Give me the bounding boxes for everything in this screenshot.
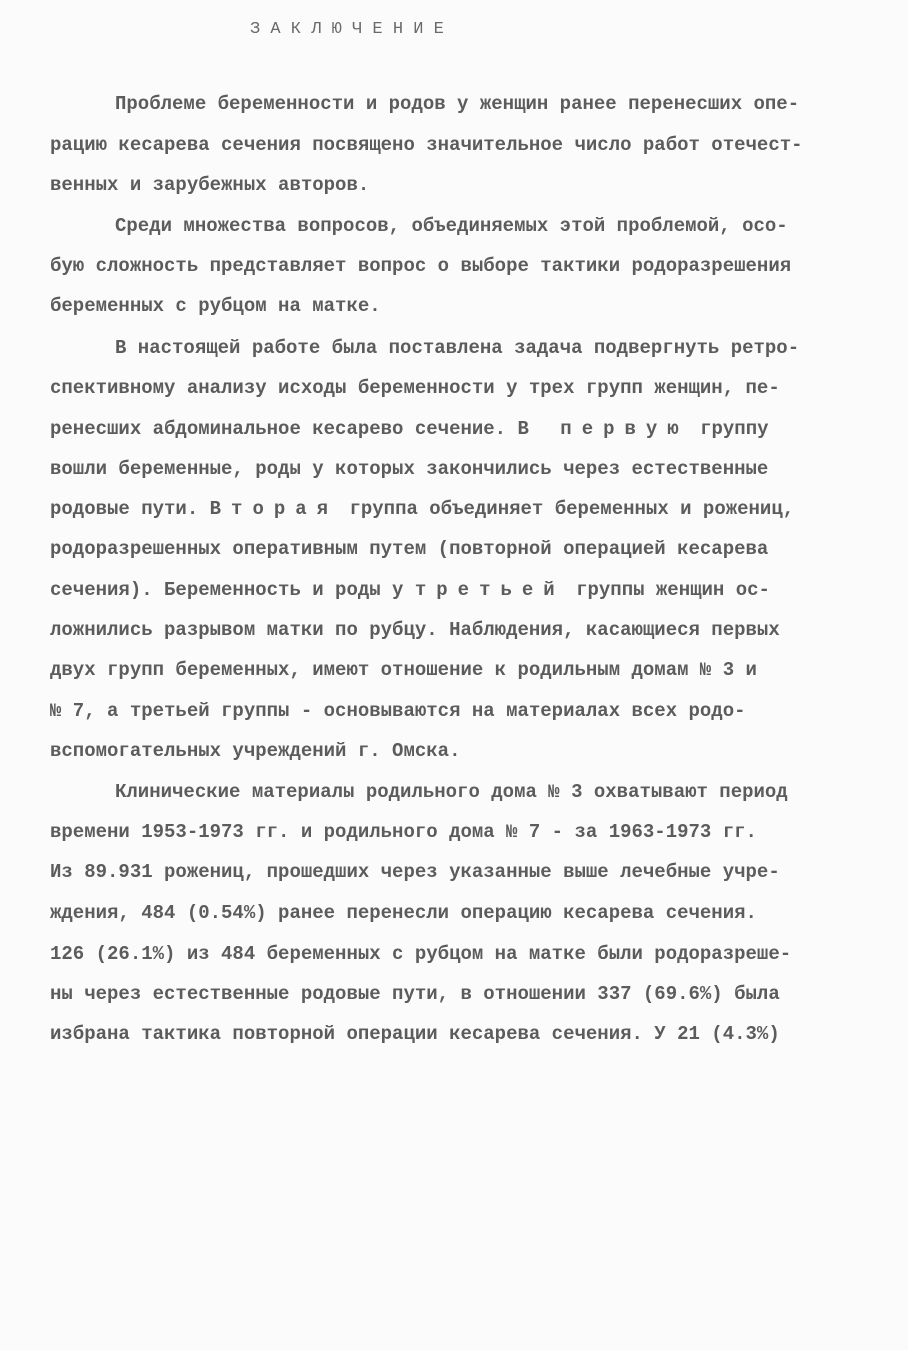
paragraph-3-line-5-tail: группа объединяет беременных и рожениц, — [338, 498, 795, 520]
emphasis-first-group: В первую — [517, 418, 689, 440]
paragraph-4-line-6: ны через естественные родовые пути, в отношении 337 (69.6%) была — [50, 983, 780, 1005]
paragraph-3-line-5 — [50, 497, 794, 521]
paragraph-1-line-3: венных и зарубежных авторов. — [50, 174, 370, 196]
paragraph-3-line-9: двух групп беременных, имеют отношение к родильным домам № 3 и — [50, 659, 757, 681]
paragraph-2-line-2: бую сложность представляет вопрос о выборе тактики родоразрешения — [50, 255, 792, 277]
paragraph-2-line-1: Среди множества вопросов, объединяемых этой проблемой, осо- — [115, 215, 788, 237]
paragraph-3-line-10: № 7, а третьей группы - основываются на материалах всех родо- — [50, 700, 746, 722]
paragraph-3-line-6: родоразрешенных оперативным путем (повторной операцией кесарева — [50, 538, 769, 560]
paragraph-3-line-5-text: родовые пути. — [50, 498, 210, 520]
paragraph-1-line-2: рацию кесарева сечения посвящено значительное число работ отечест- — [50, 134, 803, 156]
paragraph-3-line-3-text: ренесших абдоминальное кесарево сечение. — [50, 418, 518, 440]
document-title: З А К Л Ю Ч Е Н И Е — [250, 20, 444, 39]
paragraph-3-line-3-tail: группу — [688, 418, 769, 440]
paragraph-4-line-2: времени 1953-1973 гг. и родильного дома № 7 - за 1963-1973 гг. — [50, 821, 757, 843]
paragraph-3-line-7-tail: группы женщин ос- — [564, 579, 770, 601]
paragraph-4-line-5: 126 (26.1%) из 484 беременных с рубцом на матке были родоразреше- — [50, 943, 792, 965]
paragraph-3-line-11: вспомогательных учреждений г. Омска. — [50, 740, 461, 762]
paragraph-1-line-1: Проблеме беременности и родов у женщин ранее перенесших опе- — [115, 93, 800, 115]
paragraph-3-line-2: спективному анализу исходы беременности у трех групп женщин, пе- — [50, 377, 780, 399]
paragraph-3-line-1: В настоящей работе была поставлена задача подвергнуть ретро- — [115, 337, 800, 359]
paragraph-4-line-7: избрана тактика повторной операции кесарева сечения. У 21 (4.3%) — [50, 1023, 780, 1045]
paragraph-3-line-3 — [50, 417, 769, 441]
emphasis-second-group: Вторая — [209, 498, 339, 520]
paragraph-4-line-1: Клинические материалы родильного дома № 3 охватывают период — [115, 781, 788, 803]
paragraph-3-line-7 — [50, 578, 770, 602]
paragraph-4-line-3: Из 89.931 рожениц, прошедших через указанные выше лечебные учре- — [50, 861, 780, 883]
paragraph-4-line-4: ждения, 484 (0.54%) ранее перенесли операцию кесарева сечения. — [50, 902, 757, 924]
paragraph-2-line-3: беременных с рубцом на матке. — [50, 295, 381, 317]
paragraph-3-line-8: ложнились разрывом матки по рубцу. Наблюдения, касающиеся первых — [50, 619, 780, 641]
emphasis-third-group: третьей — [414, 579, 565, 601]
paragraph-3-line-7-text: сечения). Беременность и роды у — [50, 579, 415, 601]
paragraph-3-line-4: вошли беременные, роды у которых закончились через естественные — [50, 458, 769, 480]
